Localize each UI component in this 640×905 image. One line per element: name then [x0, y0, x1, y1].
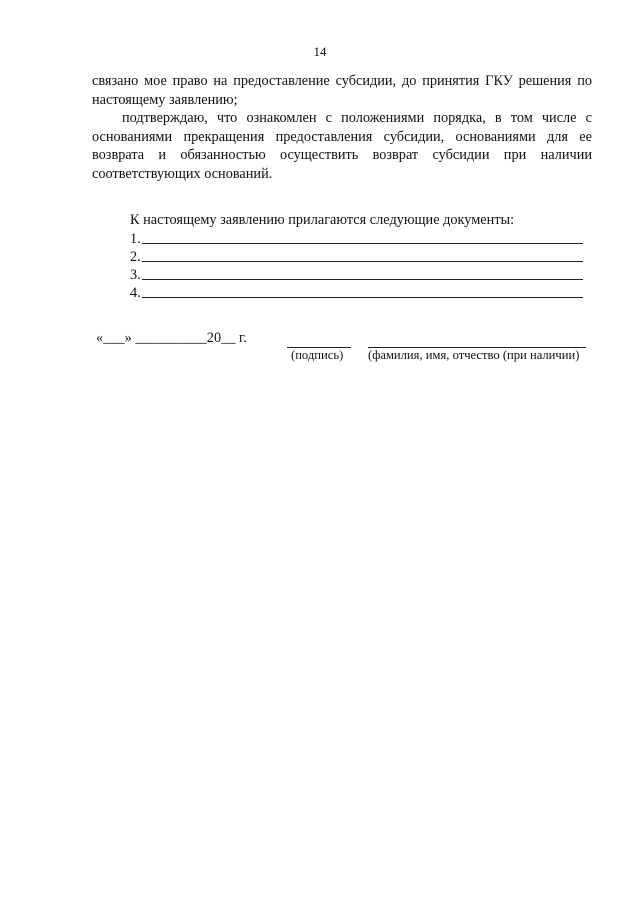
attachment-number: 2.: [130, 249, 141, 265]
attachment-row-4: [130, 283, 583, 301]
full-name-caption: (фамилия, имя, отчество (при наличии): [368, 348, 580, 362]
attachment-number: 4.: [130, 285, 141, 301]
attachment-blank-line: [142, 261, 583, 262]
attachment-blank-line: [142, 243, 583, 244]
signature-caption: (подпись): [291, 348, 344, 362]
paragraph-1: связано мое право на предоставление субсидии, до принятия ГКУ решения по настоящему заявлению;: [92, 73, 592, 108]
page-number: 14: [313, 44, 327, 59]
attachment-number: 3.: [130, 267, 141, 283]
attachment-blank-line: [142, 297, 583, 298]
attachment-blank-line: [142, 279, 583, 280]
attachment-row-1: [130, 229, 583, 247]
attachment-row-2: [130, 247, 583, 265]
date-field: «___» __________20__ г.: [96, 330, 247, 346]
paragraph-2: подтверждаю, что ознакомлен с положениями порядка, в том числе с основаниями прекращения предоставления субсидии, основаниями для ее возврата и обязанностью осуществить возврат субсидии при наличии соответствующих оснований.: [92, 110, 592, 182]
attachment-number: 1.: [130, 231, 141, 247]
attachment-row-3: [130, 265, 583, 283]
attachments-intro: К настоящему заявлению прилагаются следующие документы:: [130, 212, 515, 228]
paragraph-continuation: [92, 72, 592, 184]
